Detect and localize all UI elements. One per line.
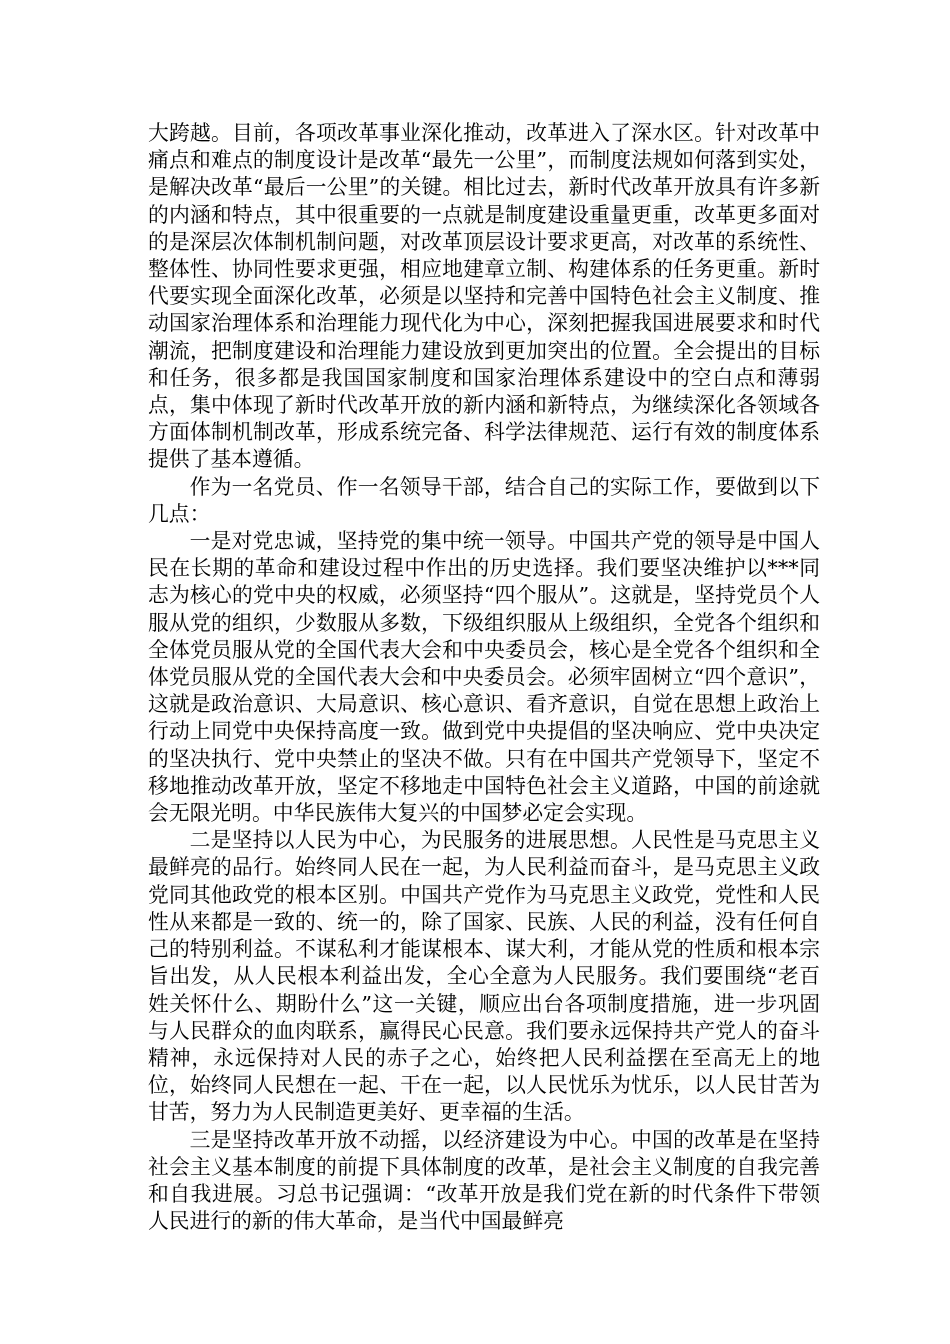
paragraph-point-two: 二是坚持以人民为中心，为民服务的进展思想。人民性是马克思主义最鲜亮的品行。始终同人民在一起，为人民利益而奋斗，是马克思主义政党同其他政党的根本区别。中国共产党作为马克思主义政党，党性和人民性从来都是一致的、统一的，除了国家、民族、人民的利益，没有任何自己的特别利益。不谋私利才能谋根本、谋大利，才能从党的性质和根本宗旨出发，从人民根本利益出发，全心全意为人民服务。我们要围绕“老百姓关怀什么、期盼什么”这一关键，顺应出台各项制度措施，进一步巩固与人民群众的血肉联系，赢得民心民意。我们要永远保持共产党人的奋斗精神，永远保持对人民的赤子之心，始终把人民利益摆在至高无上的地位，始终同人民想在一起、干在一起，以人民忧乐为忧乐，以人民甘苦为甘苦，努力为人民制造更美好、更幸福的生活。 [148, 828, 820, 1125]
paragraph-continuation: 大跨越。目前，各项改革事业深化推动，改革进入了深水区。针对改革中痛点和难点的制度设计是改革“最先一公里”，而制度法规如何落到实处，是解决改革“最后一公里”的关键。相比过去，新时代改革开放具有许多新的内涵和特点，其中很重要的一点就是制度建设重量更重，改革更多面对的是深层次体制机制问题，对改革顶层设计要求更高，对改革的系统性、整体性、协同性要求更强，相应地建章立制、构建体系的任务更重。新时代要实现全面深化改革，必须是以坚持和完善中国特色社会主义制度、推动国家治理体系和治理能力现代化为中心，深刻把握我国进展要求和时代潮流，把制度建设和治理能力建设放到更加突出的位置。全会提出的目标和任务，很多都是我国国家制度和国家治理体系建设中的空白点和薄弱点，集中体现了新时代改革开放的新内涵和新特点，为继续深化各领域各方面体制机制改革，形成系统完备、科学法律规范、运行有效的制度体系提供了基本遵循。 [148, 121, 820, 472]
document-body [148, 120, 820, 1235]
paragraph-intro: 作为一名党员、作一名领导干部，结合自己的实际工作，要做到以下几点： [148, 474, 820, 526]
paragraph-point-one: 一是对党忠诚，坚持党的集中统一领导。中国共产党的领导是中国人民在长期的革命和建设过程中作出的历史选择。我们要坚决维护以***同志为核心的党中央的权威，必须坚持“四个服从”。这就是，坚持党员个人服从党的组织，少数服从多数，下级组织服从上级组织，全党各个组织和全体党员服从党的全国代表大会和中央委员会，核心是全党各个组织和全体党员服从党的全国代表大会和中央委员会。必须牢固树立“四个意识”，这就是政治意识、大局意识、核心意识、看齐意识，自觉在思想上政治上行动上同党中央保持高度一致。做到党中央提倡的坚决响应、党中央决定的坚决执行、党中央禁止的坚决不做。只有在中国共产党领导下，坚定不移地推动改革开放，坚定不移地走中国特色社会主义道路，中国的前途就会无限光明。中华民族伟大复兴的中国梦必定会实现。 [148, 529, 820, 826]
paragraph-point-three: 三是坚持改革开放不动摇，以经济建设为中心。中国的改革是在坚持社会主义基本制度的前提下具体制度的改革，是社会主义制度的自我完善和自我进展。习总书记强调：“改革开放是我们党在新的时代条件下带领人民进行的新的伟大革命，是当代中国最鲜亮 [148, 1127, 820, 1234]
